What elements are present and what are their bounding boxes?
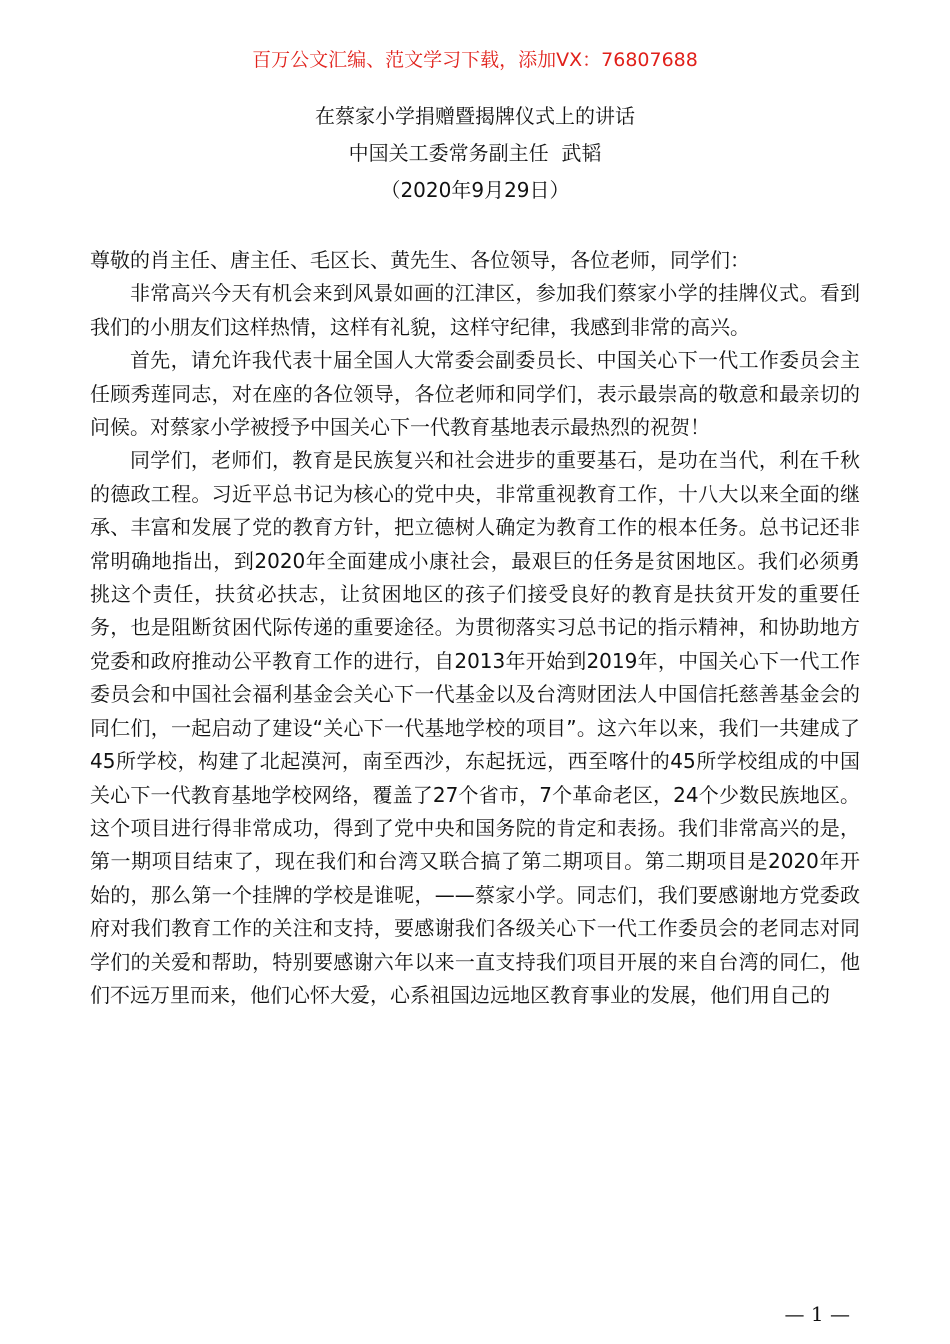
paragraph-3: 同学们，老师们，教育是民族复兴和社会进步的重要基石，是功在当代，利在千秋的德政工程。习近平总书记为核心的党中央，非常重视教育工作，十八大以来全面的继承、丰富和发展了党的教育方针，把立德树人确定为教育工作的根本任务。总书记还非常明确地指出，到2020年全面建成小康社会，最艰巨的任务是贫困地区。我们必须勇挑这个责任，扶贫必扶志，让贫困地区的孩子们接受良好的教育是扶贫开发的重要任务，也是阻断贫困代际传递的重要途径。为贯彻落实习总书记的指示精神，和协助地方党委和政府推动公平教育工作的进行，自2013年开始到2019年，中国关心下一代工作委员会和中国社会福利基金会关心下一代基金以及台湾财团法人中国信托慈善基金会的同仁们，一起启动了建设“关心下一代基地学校的项目”。这六年以来，我们一共建成了45所学校，构建了北起漠河，南至西沙，东起抚远，西至喀什的45所学校组成的中国关心下一代教育基地学校网络，覆盖了27个省市，7个革命老区，24个少数民族地区。这个项目进行得非常成功，得到了党中央和国务院的肯定和表扬。我们非常高兴的是，第一期项目结束了，现在我们和台湾又联合搞了第二期项目。第二期项目是2020年开始的，那么第一个挂牌的学校是谁呢，——蔡家小学。同志们，我们要感谢地方党委政府对我们教育工作的关注和支持，要感谢我们各级关心下一代工作委员会的老同志对同学们的关爱和帮助，特别要感谢六年以来一直支持我们项目开展的来自台湾的同仁，他们不远万里而来，他们心怀大爱，心系祖国边远地区教育事业的发展，他们用自己的 [90, 448, 860, 1007]
header-promo-note: 百万公文汇编、范文学习下载，添加VX：76807688 [252, 49, 698, 71]
salutation: 尊敬的肖主任、唐主任、毛区长、黄先生、各位领导，各位老师，同学们： [90, 248, 750, 272]
page-number: — 1 — [784, 1302, 850, 1326]
speaker-line: 中国关工委常务副主任 武韬 [348, 141, 602, 165]
paragraph-1: 非常高兴今天有机会来到风景如画的江津区，参加我们蔡家小学的挂牌仪式。看到我们的小朋友们这样热情，这样有礼貌，这样守纪律，我感到非常的高兴。 [90, 281, 860, 339]
title-block [0, 98, 950, 209]
paragraph-2: 首先，请允许我代表十届全国人大常委会副委员长、中国关心下一代工作委员会主任顾秀莲同志，对在座的各位领导，各位老师和同学们，表示最崇高的敬意和最亲切的问候。对蔡家小学被授予中国关心下一代教育基地表示最热烈的祝贺！ [90, 348, 860, 440]
speech-date: （2020年9月29日） [380, 178, 570, 202]
speech-body [90, 244, 860, 1012]
speech-title: 在蔡家小学捐赠暨揭牌仪式上的讲话 [315, 104, 635, 128]
